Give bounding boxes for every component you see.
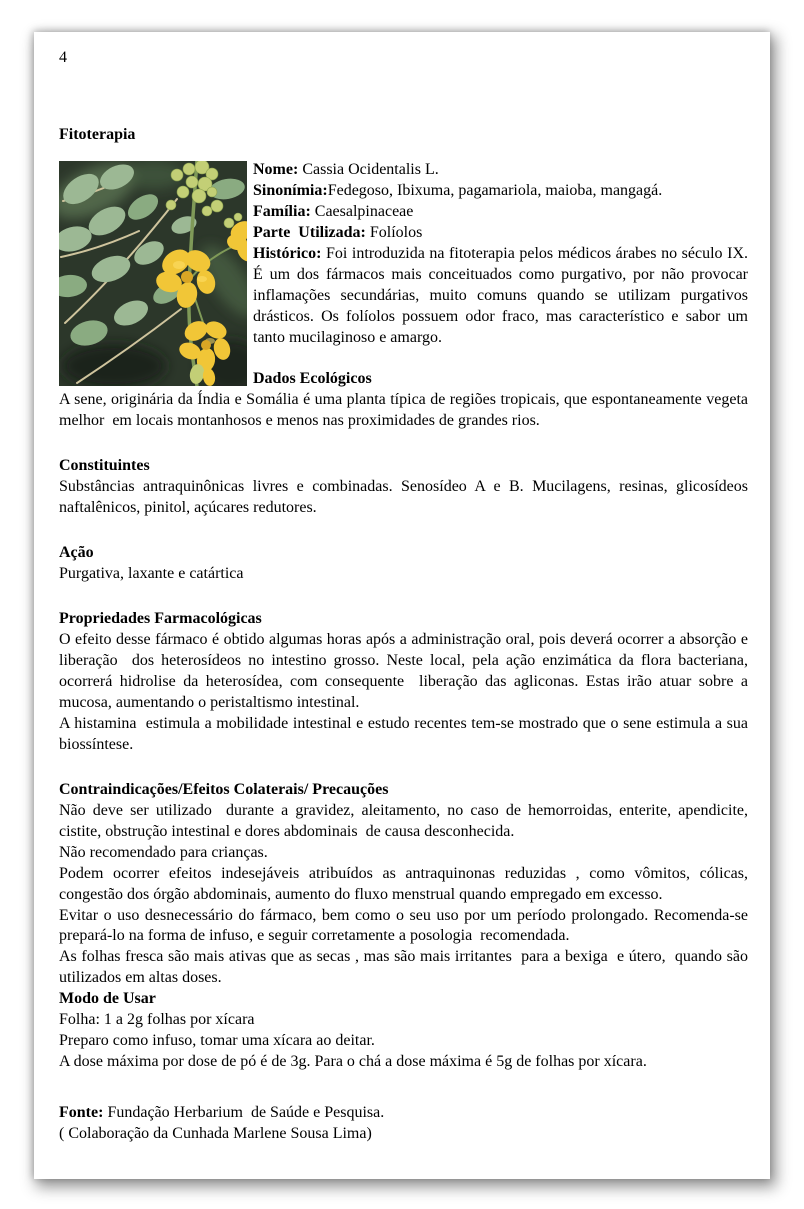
info-label-familia: Família: (253, 202, 311, 220)
section-paragraph: Purgativa, laxante e catártica (59, 565, 244, 583)
section-heading-contraindicacoes: Contraindicações/Efeitos Colaterais/ Precauções (59, 780, 389, 798)
section-heading-dados-ecologicos: Dados Ecológicos (253, 370, 372, 388)
document-page (34, 32, 770, 1179)
section-heading-modo-de-usar: Modo de Usar (59, 990, 156, 1008)
page-number: 4 (59, 49, 67, 66)
section-paragraph: A histamina estimula a mobilidade intestinal e estudo recentes tem-se mostrado que o sene estimula a sua biossíntese. (59, 714, 752, 753)
info-value-familia: Caesalpinaceae (310, 202, 414, 220)
page-title: Fitoterapia (59, 125, 136, 143)
section-paragraph: Folha: 1 a 2g folhas por xícara (59, 1011, 255, 1029)
section-paragraph: Substâncias antraquinônicas livres e combinadas. Senosídeo A e B. Mucilagens, resinas, glicosídeos naftalênicos, pinitol, açúcares redutores. (59, 478, 752, 517)
section-heading-acao: Ação (59, 544, 94, 562)
info-label-parte-utilizada: Parte Utilizada: (253, 223, 366, 241)
source-value: Fundação Herbarium de Saúde e Pesquisa. (103, 1104, 385, 1122)
info-label-nome: Nome: (253, 160, 299, 178)
section-paragraph: As folhas fresca são mais ativas que as secas , mas são mais irritantes para a bexiga e útero, quando são utilizados em altas doses. (59, 948, 752, 987)
section-paragraph: A sene, originária da Índia e Somália é uma planta típica de regiões tropicais, que espontaneamente vegeta melhor em locais montanhosos e menos nas proximidades de grandes rios. (59, 391, 752, 430)
section-heading-propriedades-farmacologicas: Propriedades Farmacológicas (59, 610, 262, 628)
section-paragraph: Não deve ser utilizado durante a gravidez, aleitamento, no caso de hemorroidas, enterite, apendicite, cistite, obstrução intestinal e dores abdominais de causa desconhecida. (59, 801, 752, 840)
info-value-sinonimia: Fedegoso, Ibixuma, pagamariola, maioba, mangagá. (327, 181, 663, 199)
section-paragraph: Podem ocorrer efeitos indesejáveis atribuídos as antraquinonas reduzidas , como vômitos, cólicas, congestão dos órgão abdominais, aumento do fluxo menstrual quando empregado em excesso. (59, 864, 752, 903)
info-value-parte-utilizada: Folíolos (365, 223, 423, 241)
source-label: Fonte: (59, 1104, 104, 1122)
collaboration-line: ( Colaboração da Cunhada Marlene Sousa Lima) (59, 1125, 372, 1143)
info-label-sinonimia: Sinonímia: (253, 181, 328, 199)
source-line (59, 1103, 748, 1124)
info-label-historico: Histórico: (253, 244, 322, 262)
section-paragraph: Preparo como infuso, tomar uma xícara ao deitar. (59, 1032, 375, 1050)
info-value-nome: Cassia Ocidentalis L. (298, 160, 439, 178)
section-paragraph: O efeito desse fármaco é obtido algumas horas após a administração oral, pois deverá ocorrer a absorção e liberação dos heterosídeos no intestino grosso. Neste local, pela ação enzimática da flora bacteriana, ocorrerá hidrolise da heterosídea, com consequente liberação das agliconas. Estas irão atuar sobre a mucosa, aumentando o peristaltismo intestinal. (59, 631, 752, 711)
plant-photo (59, 161, 247, 386)
section-heading-constituintes: Constituintes (59, 457, 150, 475)
section-paragraph: Não recomendado para crianças. (59, 843, 268, 861)
section-paragraph: A dose máxima por dose de pó é de 3g. Para o chá a dose máxima é 5g de folhas por xícara. (59, 1053, 647, 1071)
section-paragraph: Evitar o uso desnecessário do fármaco, bem como o seu uso por um período prolongado. Recomenda-se prepará-lo na forma de infuso, e seguir corretamente a posologia recomendada. (59, 906, 752, 945)
info-value-historico: Foi introduzida na fitoterapia pelos médicos árabes no século IX. É um dos fármacos mais conceituados como purgativo, por não provocar inflamações secundárias, muito comuns quando se utilizam purgativos drásticos. Os folíolos possuem odor fraco, mas característico e sabor um tanto mucilaginoso e amargo. (253, 244, 752, 346)
